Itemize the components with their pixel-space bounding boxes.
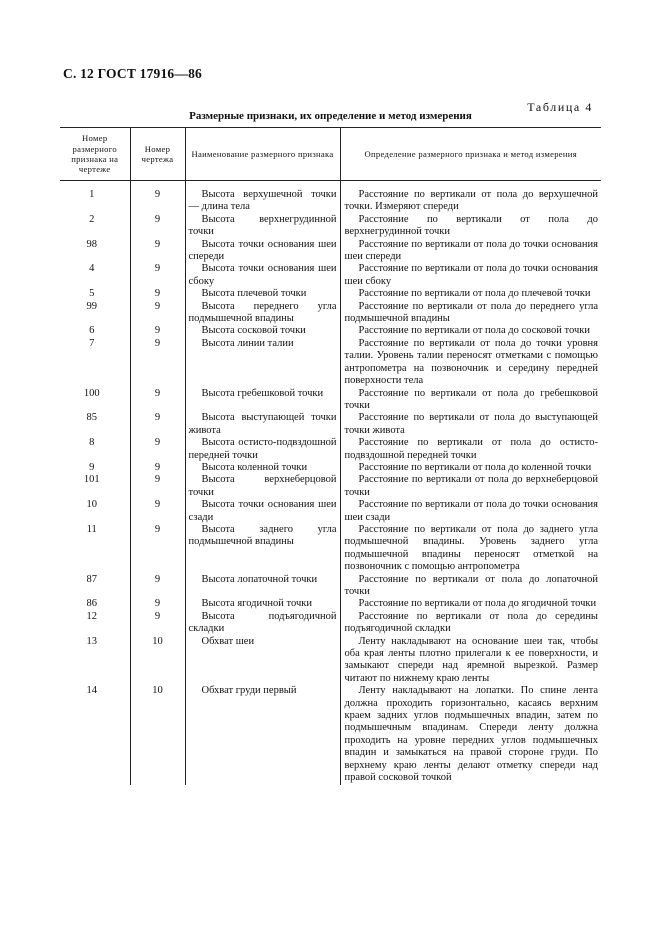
feature-name-cell: Высота остисто-подвздошной передней точки [185,437,340,462]
definition-cell: Расстояние по вертикали от пола до точки основания шеи спереди [340,239,601,264]
table-header [60,128,601,181]
feature-number-cell: 6 [89,325,95,337]
table-row [60,263,601,288]
drawing-number-cell: 10 [130,685,185,784]
table-row [60,574,601,599]
feature-name-cell: Высота коленной точки [185,462,340,474]
column-header-feature-number: Номер размерного признака на чертеже [60,128,130,181]
table-row [60,524,601,574]
table-row [60,611,601,636]
feature-name-cell: Высота плечевой точки [185,288,340,300]
drawing-number-cell: 9 [130,412,185,437]
drawing-number-cell: 9 [130,611,185,636]
definition-cell: Расстояние по вертикали от пола до заднего угла подмышечной впадины. Уровень заднего угла подмышечной впадины переносят отметкой на позвоночник с помощью антропометра [340,524,601,574]
drawing-number-cell: 9 [130,499,185,524]
column-header-feature-name: Наименование размерного признака [185,128,340,181]
table-row [60,388,601,413]
feature-number-cell: 4 [89,263,95,275]
feature-name-cell: Высота гребешковой точки [185,388,340,413]
drawing-number-cell: 10 [130,636,185,686]
table-row [60,288,601,300]
table-body [60,181,601,785]
feature-number-cell: 85 [86,412,97,424]
table-row [60,325,601,337]
feature-number-cell: 7 [89,337,95,349]
feature-name-cell: Высота точки основания шеи сзади [185,499,340,524]
feature-name-cell: Высота верхнегрудинной точки [185,214,340,239]
feature-name-cell: Высота выступающей точки живота [185,412,340,437]
table-row [60,239,601,264]
definition-cell: Ленту накладывают на основание шеи так, чтобы оба края ленты плотно прилегали к ее поверхности, и замыкают спереди над яремной вырезкой. Размер читают по нижнему краю ленты [340,636,601,686]
feature-name-cell: Высота точки основания шеи сбоку [185,263,340,288]
feature-name-cell: Высота верхушечной точки — длина тела [185,181,340,214]
drawing-number-cell: 9 [130,288,185,300]
feature-number-cell: 13 [86,635,97,647]
feature-number-cell: 2 [89,213,95,225]
feature-name-cell: Высота ягодичной точки [185,598,340,610]
feature-name-cell: Обхват шеи [185,636,340,686]
column-header-definition: Определение размерного признака и метод измерения [340,128,601,181]
feature-name-cell: Высота заднего угла подмышечной впадины [185,524,340,574]
drawing-number-cell: 9 [130,462,185,474]
column-header-drawing-number: Номер чертежа [130,128,185,181]
table-row [60,412,601,437]
feature-number-cell: 12 [86,610,97,622]
feature-number-cell: 86 [86,598,97,610]
drawing-number-cell: 9 [130,181,185,214]
definition-cell: Расстояние по вертикали от пола до точки уровня талии. Уровень талии переносят отметками с помощью антропометра на позвоночник и середину передней поверхности тела [340,338,601,388]
table-number-label: Таблица 4 [527,100,593,114]
feature-number-cell: 8 [89,437,95,449]
definition-cell: Расстояние по вертикали от пола до переднего угла подмышечной впадины [340,301,601,326]
definition-cell: Расстояние по вертикали от пола до точки основания шеи сбоку [340,263,601,288]
definition-cell: Расстояние по вертикали от пола до верхушечной точки. Измеряют спереди [340,181,601,214]
definition-cell: Расстояние по вертикали от пола до верхнегрудинной точки [340,214,601,239]
table-row [60,181,601,214]
definition-cell: Расстояние по вертикали от пола до выступающей точки живота [340,412,601,437]
definition-cell: Расстояние по вертикали от пола до сосковой точки [340,325,601,337]
feature-name-cell: Высота верхнеберцовой точки [185,474,340,499]
feature-number-cell: 1 [89,189,95,200]
table-row [60,214,601,239]
drawing-number-cell: 9 [130,524,185,574]
table-row [60,437,601,462]
feature-number-cell: 5 [89,288,95,300]
definition-cell: Расстояние по вертикали от пола до середины подъягодичной складки [340,611,601,636]
feature-number-cell: 98 [86,238,97,250]
feature-number-cell: 9 [89,461,95,473]
drawing-number-cell: 9 [130,263,185,288]
table-row [60,462,601,474]
drawing-number-cell: 9 [130,574,185,599]
feature-name-cell: Высота переднего угла подмышечной впадины [185,301,340,326]
feature-name-cell: Высота точки основания шеи спереди [185,239,340,264]
feature-number-cell: 99 [86,300,97,312]
table-row [60,301,601,326]
table-row [60,636,601,686]
definition-cell: Расстояние по вертикали от пола до лопаточной точки [340,574,601,599]
feature-name-cell: Высота сосковой точки [185,325,340,337]
definition-cell: Ленту накладывают на лопатки. По спине лента должна проходить горизонтально, касаясь верхним краем задних углов подмышечных впадин, затем по подмышечным впадинам. Спереди ленту должна проходить на уровне передних углов подмышечных впадин и замыкаться на правой стороне груди. По верхнему краю ленты делают отметку спереди над правой сосковой точкой [340,685,601,784]
definition-cell: Расстояние по вертикали от пола до коленной точки [340,462,601,474]
definition-cell: Расстояние по вертикали от пола до ягодичной точки [340,598,601,610]
table-row [60,598,601,610]
table-title: Размерные признаки, их определение и метод измерения [189,110,472,122]
drawing-number-cell: 9 [130,474,185,499]
table-row [60,685,601,784]
table-row [60,474,601,499]
drawing-number-cell: 9 [130,338,185,388]
definition-cell: Расстояние по вертикали от пола до точки основания шеи сзади [340,499,601,524]
feature-name-cell: Высота подъягодичной складки [185,611,340,636]
dimensions-table [60,127,601,785]
drawing-number-cell: 9 [130,239,185,264]
page-header: С. 12 ГОСТ 17916—86 [63,66,202,81]
definition-cell: Расстояние по вертикали от пола до верхнеберцовой точки [340,474,601,499]
drawing-number-cell: 9 [130,598,185,610]
feature-number-cell: 10 [86,499,97,511]
drawing-number-cell: 9 [130,437,185,462]
definition-cell: Расстояние по вертикали от пола до плечевой точки [340,288,601,300]
feature-number-cell: 101 [83,474,100,486]
feature-number-cell: 14 [86,685,97,697]
feature-name-cell: Высота линии талии [185,338,340,388]
feature-number-cell: 87 [86,573,97,585]
feature-number-cell: 100 [83,387,100,399]
table-row [60,338,601,388]
definition-cell: Расстояние по вертикали от пола до остисто-подвздошной передней точки [340,437,601,462]
table-row [60,499,601,524]
feature-name-cell: Высота лопаточной точки [185,574,340,599]
drawing-number-cell: 9 [130,214,185,239]
feature-number-cell: 11 [86,523,97,535]
definition-cell: Расстояние по вертикали от пола до гребешковой точки [340,388,601,413]
drawing-number-cell: 9 [130,325,185,337]
drawing-number-cell: 9 [130,388,185,413]
feature-name-cell: Обхват груди первый [185,685,340,784]
drawing-number-cell: 9 [130,301,185,326]
